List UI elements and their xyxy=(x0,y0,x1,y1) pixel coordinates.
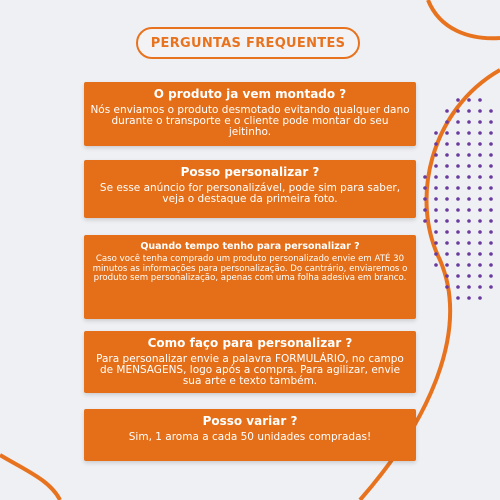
decor-dot xyxy=(445,131,449,135)
decor-dot xyxy=(489,153,493,157)
decor-dot xyxy=(456,197,460,201)
decor-dot xyxy=(456,241,460,245)
decor-dot xyxy=(456,263,460,267)
decor-dot xyxy=(478,164,482,168)
decor-dot xyxy=(445,285,449,289)
faq-answer: Nós enviamos o produto desmotado evitando qualquer dano durante o transporte e o cliente pode montar do seu jeitinho. xyxy=(90,104,410,138)
decor-dot xyxy=(456,175,460,179)
decor-dot xyxy=(467,197,471,201)
decor-dot xyxy=(456,274,460,278)
decor-dot xyxy=(445,197,449,201)
faq-question: Como faço para personalizar ? xyxy=(147,336,353,350)
decor-dot xyxy=(456,142,460,146)
decor-dot xyxy=(489,208,493,212)
decor-dot xyxy=(445,263,449,267)
decor-dot xyxy=(478,120,482,124)
decor-dot xyxy=(456,109,460,113)
decor-dot xyxy=(489,285,493,289)
decor-dot xyxy=(478,285,482,289)
decor-dot xyxy=(467,120,471,124)
decor-dot xyxy=(478,197,482,201)
decor-dot xyxy=(423,175,427,179)
decor-dot xyxy=(467,274,471,278)
decor-dot xyxy=(489,274,493,278)
decor-dot xyxy=(478,296,482,300)
decor-dot xyxy=(489,164,493,168)
orange-wave-top-right xyxy=(428,0,500,38)
decor-dot xyxy=(489,175,493,179)
decor-dot xyxy=(434,197,438,201)
decor-dot xyxy=(478,230,482,234)
faq-card-2 xyxy=(84,160,416,218)
faq-answer: Caso você tenha comprado um produto personalizado envie em ATÉ 30 minutos as informações para personalização. Do cantrário, enviaremos o produto sem personalização, apenas com uma folha adesiva em branco. xyxy=(92,254,408,284)
decor-dot xyxy=(489,230,493,234)
decor-dot xyxy=(456,230,460,234)
decor-dot xyxy=(456,186,460,190)
decor-dot xyxy=(456,252,460,256)
page-title: PERGUNTAS FREQUENTES xyxy=(136,27,360,59)
decor-dot xyxy=(467,296,471,300)
decor-dot xyxy=(478,109,482,113)
decor-dot xyxy=(445,120,449,124)
faq-question: Posso personalizar ? xyxy=(180,165,320,179)
decor-dot xyxy=(434,263,438,267)
decor-dot xyxy=(467,98,471,102)
decor-dot xyxy=(489,142,493,146)
decor-dot xyxy=(478,252,482,256)
decor-dot xyxy=(456,153,460,157)
decor-dot xyxy=(445,142,449,146)
decor-dot xyxy=(434,164,438,168)
decor-dot xyxy=(489,219,493,223)
decor-dot xyxy=(478,274,482,278)
decor-dot xyxy=(478,98,482,102)
faq-answer: Para personalizar envie a palavra FORMULÁRIO, no campo de MENSAGENS, logo após a compra. Para agilizar, envie sua arte e texto também. xyxy=(96,353,404,387)
decor-dot xyxy=(456,164,460,168)
decor-dot xyxy=(489,263,493,267)
decor-dot xyxy=(467,241,471,245)
decor-dot xyxy=(478,241,482,245)
faq-card-1 xyxy=(84,82,416,146)
decor-dot xyxy=(478,219,482,223)
decor-dot xyxy=(423,219,427,223)
faq-card-3 xyxy=(84,235,416,319)
decor-dot xyxy=(456,208,460,212)
decor-dot xyxy=(467,263,471,267)
decor-dot xyxy=(489,131,493,135)
decor-dot xyxy=(445,164,449,168)
decor-dot xyxy=(434,153,438,157)
decor-dot xyxy=(467,142,471,146)
decor-dot xyxy=(434,175,438,179)
decor-dot xyxy=(445,109,449,113)
decor-dot xyxy=(445,274,449,278)
decor-dot xyxy=(434,186,438,190)
decor-dot xyxy=(456,120,460,124)
faq-question: O produto ja vem montado ? xyxy=(153,87,347,101)
decor-dot xyxy=(434,230,438,234)
decor-dot xyxy=(478,186,482,190)
decor-dot xyxy=(456,219,460,223)
decor-dot xyxy=(467,164,471,168)
decor-dot xyxy=(456,296,460,300)
decor-dot xyxy=(456,131,460,135)
faq-answer: Se esse anúncio for personalizável, pode sim para saber, veja o destaque da primeira foto. xyxy=(99,182,401,205)
decor-dot xyxy=(467,230,471,234)
orange-wave-left xyxy=(0,455,60,500)
decor-dot xyxy=(445,219,449,223)
decor-dot xyxy=(434,252,438,256)
decor-dot xyxy=(489,120,493,124)
decor-dot xyxy=(467,285,471,289)
decor-dot xyxy=(489,109,493,113)
decor-dot xyxy=(423,208,427,212)
decor-dot xyxy=(445,252,449,256)
decor-dot xyxy=(445,175,449,179)
decor-dot xyxy=(467,219,471,223)
faq-question: Quando tempo tenho para personalizar ? xyxy=(140,241,360,252)
decor-dot xyxy=(489,241,493,245)
decor-dot xyxy=(489,186,493,190)
decor-dot xyxy=(445,153,449,157)
decor-dot xyxy=(467,131,471,135)
decor-dot xyxy=(445,208,449,212)
decor-dot xyxy=(467,186,471,190)
faq-card-4 xyxy=(84,331,416,393)
decor-dot xyxy=(478,142,482,146)
decor-dot xyxy=(423,186,427,190)
decor-dot xyxy=(478,263,482,267)
decor-dot xyxy=(478,131,482,135)
decor-dot xyxy=(478,208,482,212)
decor-dot xyxy=(456,98,460,102)
decor-dot xyxy=(445,241,449,245)
decor-dot xyxy=(489,197,493,201)
faq-question: Posso variar ? xyxy=(202,414,298,428)
decor-dot xyxy=(445,186,449,190)
decor-dot xyxy=(456,285,460,289)
faq-answer: Sim, 1 aroma a cada 50 unidades compradas! xyxy=(128,431,372,443)
decor-dot xyxy=(434,241,438,245)
decor-dot xyxy=(434,208,438,212)
decor-dot xyxy=(445,230,449,234)
faq-card-5 xyxy=(84,409,416,461)
decor-dot xyxy=(467,109,471,113)
decor-dot xyxy=(434,142,438,146)
decor-dot xyxy=(478,175,482,179)
dot-pattern xyxy=(423,98,493,300)
decor-dot xyxy=(423,197,427,201)
decor-dot xyxy=(434,219,438,223)
decor-dot xyxy=(434,131,438,135)
decor-dot xyxy=(489,252,493,256)
decor-dot xyxy=(467,175,471,179)
decor-dot xyxy=(467,153,471,157)
decor-dot xyxy=(467,208,471,212)
decor-dot xyxy=(467,252,471,256)
decor-dot xyxy=(478,153,482,157)
